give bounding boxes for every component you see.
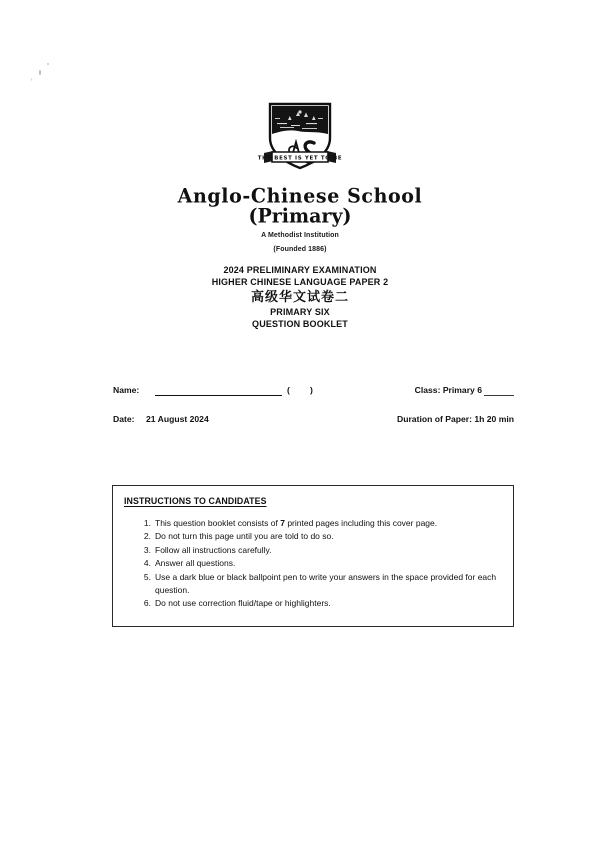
class-input-line[interactable] xyxy=(484,395,514,396)
instruction-number: 2. xyxy=(143,531,151,542)
instructions-heading: INSTRUCTIONS TO CANDIDATES xyxy=(124,496,267,506)
instruction-emphasis: 7 xyxy=(280,518,285,528)
scan-speck xyxy=(31,78,32,81)
exam-title-line: 2024 PRELIMINARY EXAMINATION xyxy=(223,265,377,275)
duration-label: Duration of Paper: 1h 20 min xyxy=(397,414,514,424)
school-crest-shield-icon xyxy=(258,98,342,176)
instruction-text: Do not turn this page until you are told to do so. xyxy=(155,531,334,542)
instruction-text: Do not use correction fluid/tape or highlighters. xyxy=(155,598,331,609)
candidate-particulars xyxy=(113,385,514,443)
instructions-box xyxy=(112,485,514,627)
date-duration-row xyxy=(113,414,514,443)
instruction-number: 6. xyxy=(143,598,151,609)
scan-speck xyxy=(39,70,41,75)
school-division: (Primary) xyxy=(248,204,352,228)
exam-title-block xyxy=(0,265,600,330)
instruction-number: 5. xyxy=(143,571,151,582)
exam-subject-line: HIGHER CHINESE LANGUAGE PAPER 2 xyxy=(211,276,389,287)
index-paren-close: ) xyxy=(310,385,313,395)
class-label: Class: Primary 6 xyxy=(414,385,482,395)
school-crest xyxy=(0,98,600,176)
instruction-item xyxy=(124,597,502,610)
instructions-list xyxy=(124,517,502,611)
instruction-number: 4. xyxy=(143,558,151,569)
school-affiliation: A Methodist Institution xyxy=(261,232,339,239)
name-class-row xyxy=(113,385,514,414)
index-paren-open: ( xyxy=(287,385,290,395)
school-name: Anglo-Chinese School xyxy=(177,184,423,208)
school-founded: (Founded 1886) xyxy=(273,245,327,253)
exam-chinese-title: 高级华文试卷二 xyxy=(250,290,349,306)
instruction-item xyxy=(124,557,502,570)
exam-booklet-type: QUESTION BOOKLET xyxy=(252,318,348,329)
name-label: Name: xyxy=(113,385,140,395)
date-label: Date: xyxy=(113,414,135,424)
exam-level: PRIMARY SIX xyxy=(270,307,330,318)
crest-motto-ribbon xyxy=(258,151,342,163)
instruction-text: Answer all questions. xyxy=(155,558,236,569)
svg-text:THE BEST IS YET TO BE: THE BEST IS YET TO BE xyxy=(258,155,342,162)
instruction-item xyxy=(124,544,502,557)
name-input-line[interactable] xyxy=(155,395,282,396)
instruction-item xyxy=(124,517,502,530)
instruction-number: 1. xyxy=(143,518,151,528)
instruction-text: Use a dark blue or black ballpoint pen to write your answers in the space provided for each question. xyxy=(155,571,497,596)
instruction-item xyxy=(124,530,502,543)
date-value: 21 August 2024 xyxy=(146,414,209,424)
instruction-text: This question booklet consists of 7 printed pages including this cover page. xyxy=(155,518,438,528)
instruction-item xyxy=(124,571,502,598)
school-identity xyxy=(0,186,600,254)
scan-speck xyxy=(47,63,49,65)
instruction-number: 3. xyxy=(143,544,151,555)
instruction-text: Follow all instructions carefully. xyxy=(155,544,272,555)
